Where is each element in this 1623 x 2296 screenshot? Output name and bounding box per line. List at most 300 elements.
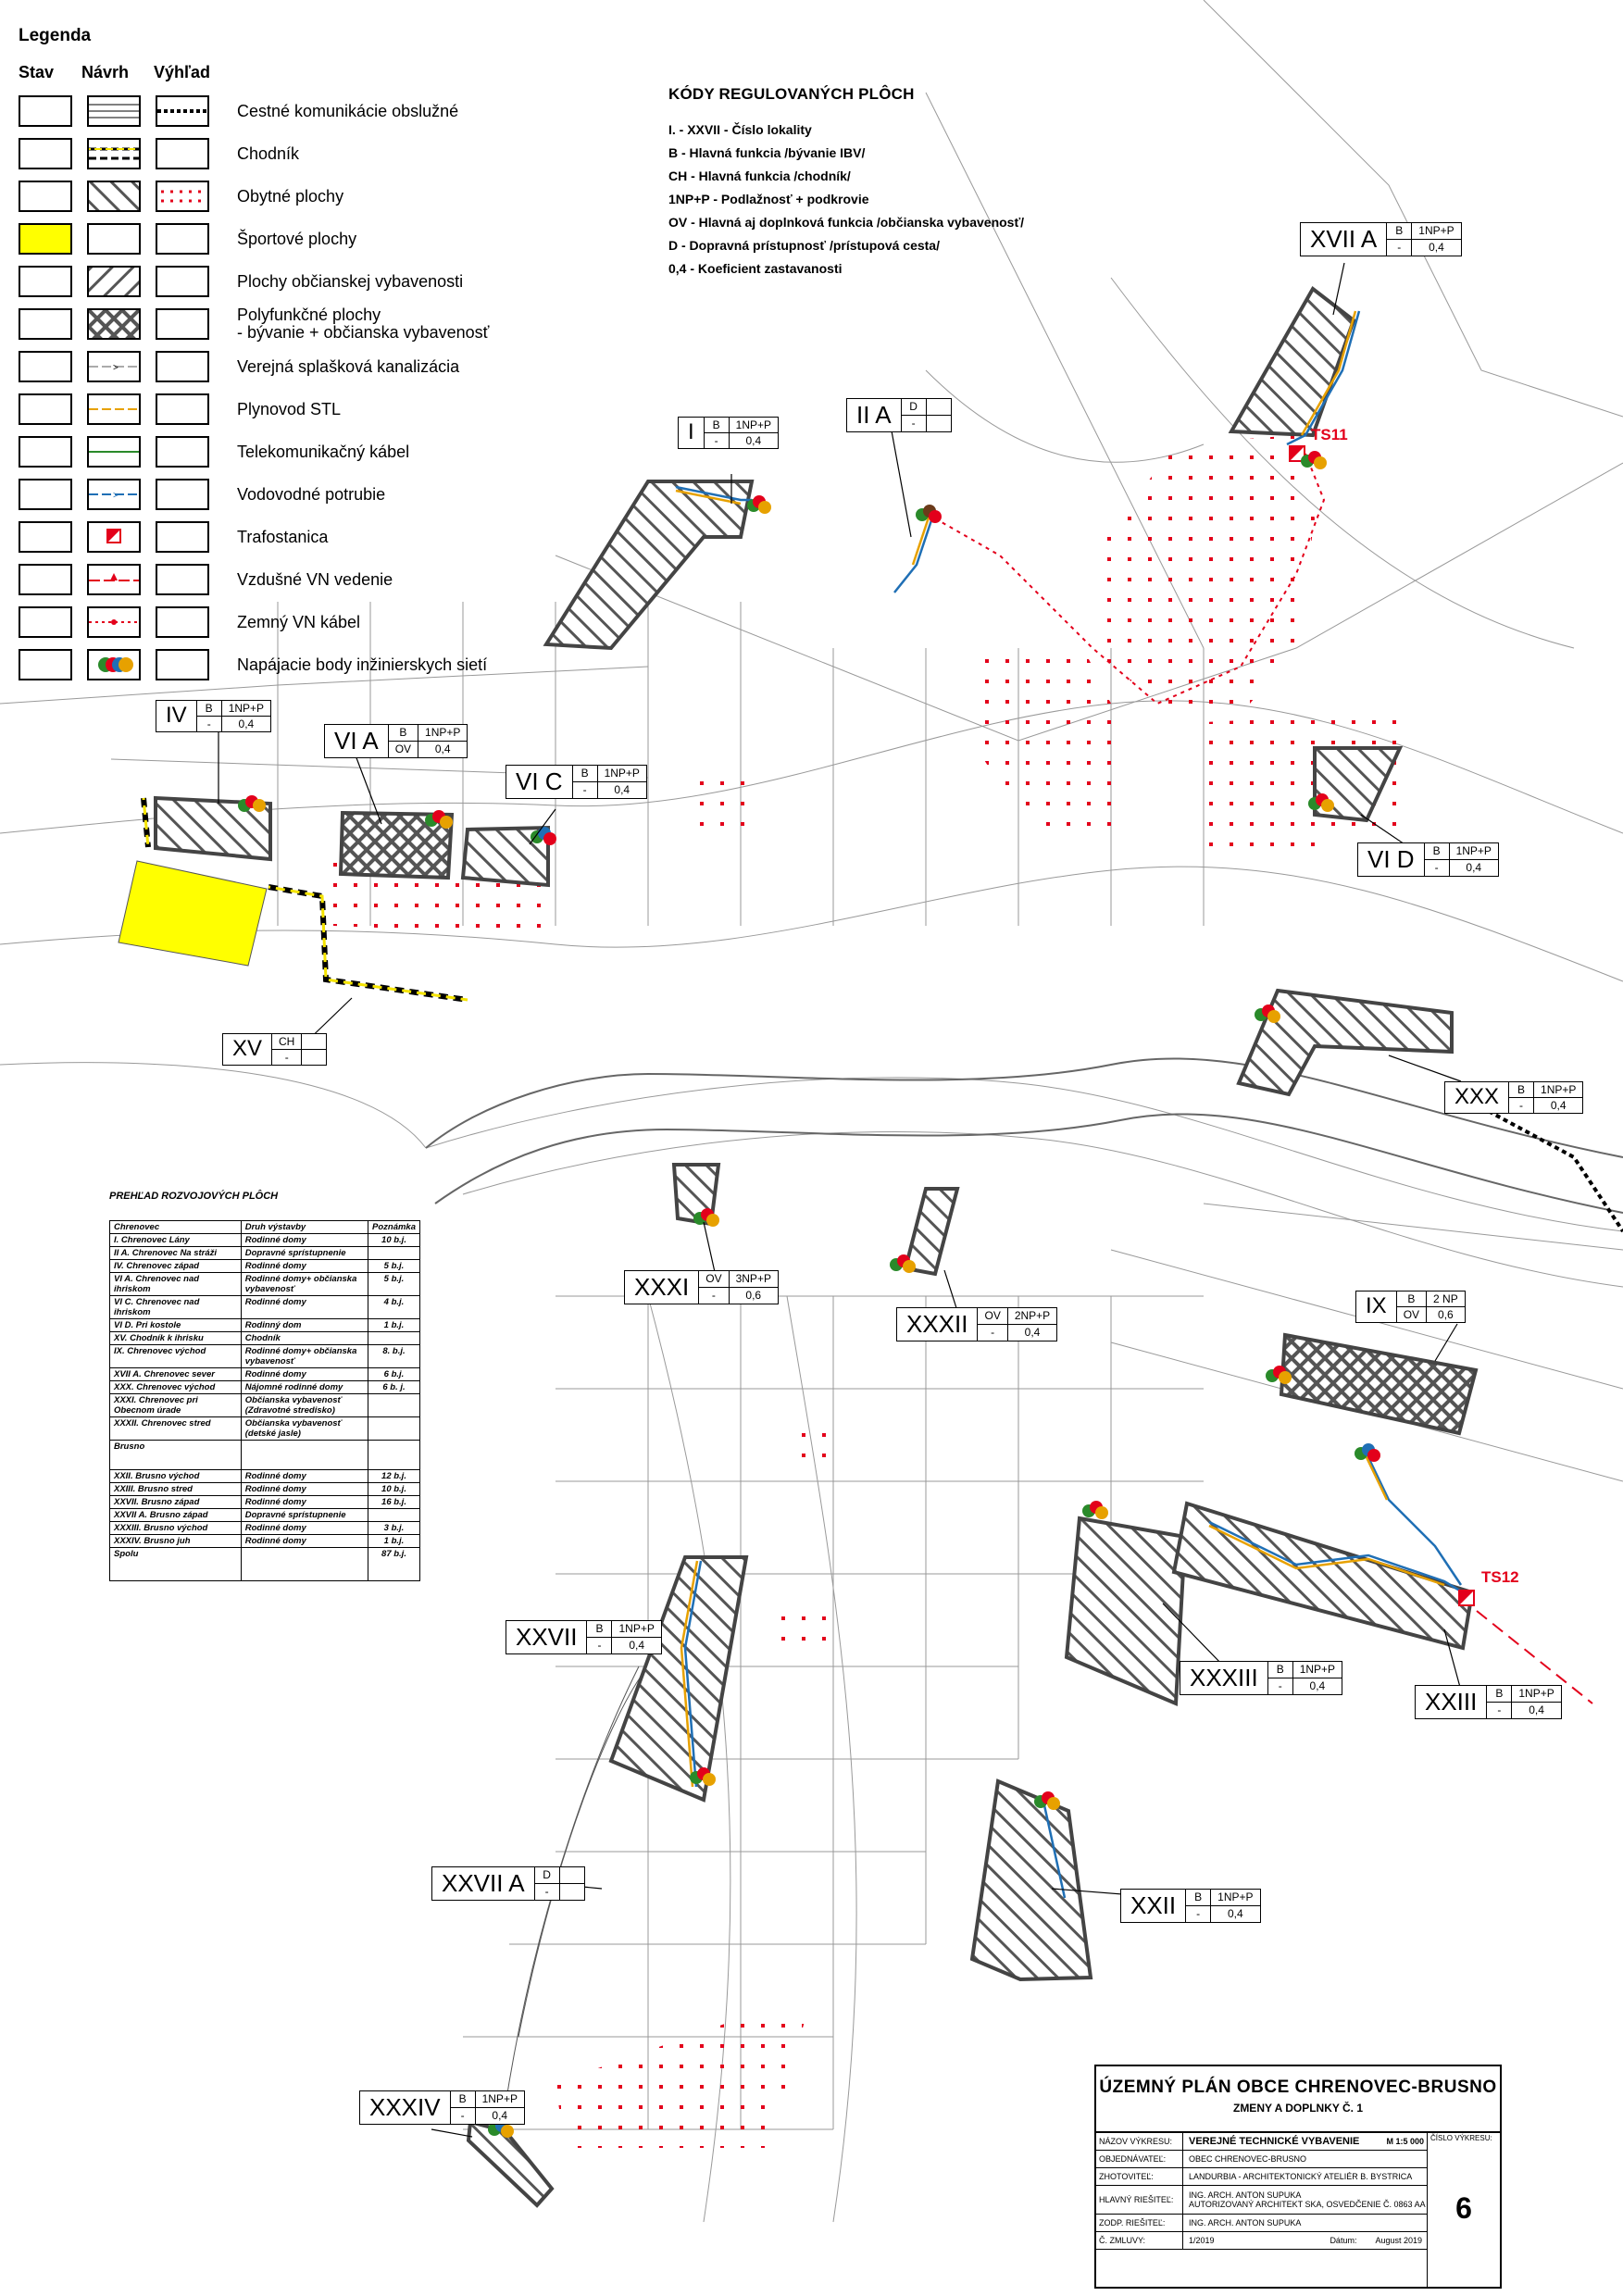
legend-box-outlook	[156, 266, 209, 297]
locality-code-cell: B	[389, 725, 418, 742]
legend-label	[237, 401, 341, 418]
locality-code-cell: 2NP+P	[1007, 1308, 1056, 1325]
locality-code-cell: 0,4	[221, 717, 270, 731]
legend-box-state	[19, 393, 72, 425]
title-block-row	[1096, 2186, 1428, 2215]
table-cell: 6 b. j.	[368, 1381, 420, 1394]
locality-code-cell	[559, 1867, 584, 1884]
overhead-hv-line	[89, 566, 139, 593]
legend-box-outlook	[156, 351, 209, 382]
table-cell: 1 b.j.	[368, 1535, 420, 1548]
locality-number: XXVII	[506, 1621, 587, 1653]
locality-code-cell: -	[1519, 1099, 1524, 1112]
table-cell: IV. Chrenovec západ	[110, 1260, 242, 1273]
legend-label	[237, 656, 487, 674]
table-cell: 12 b.j.	[368, 1470, 420, 1483]
legend-box-state	[19, 308, 72, 340]
table-cell: 3 b.j.	[368, 1522, 420, 1535]
legend-label-text: Cestné komunikácie obslužné	[237, 101, 459, 120]
locality-number: IV	[156, 701, 197, 731]
locality-number: XXXI	[625, 1271, 699, 1304]
legend-box-state	[19, 95, 72, 127]
locality-tag	[846, 398, 952, 432]
legend-box-state	[19, 649, 72, 680]
codes-panel	[668, 85, 1024, 284]
locality-code-cell: -	[1397, 241, 1402, 254]
table-row	[110, 1332, 420, 1345]
locality-code-cell: B	[1387, 223, 1411, 240]
legend-box-outlook	[156, 649, 209, 680]
table-row	[110, 1496, 420, 1509]
table-cell: 8. b.j.	[368, 1345, 420, 1368]
locality-code-cell: B	[451, 2091, 475, 2108]
svg-text:>: >	[113, 363, 119, 373]
locality-number: XXXII	[897, 1308, 978, 1341]
locality-number: XV	[223, 1034, 272, 1065]
codes-title: KÓDY REGULOVANÝCH PLÔCH	[668, 85, 915, 103]
plan-subtitle: ZMENY A DOPLNKY Č. 1	[1232, 2102, 1364, 2115]
locality-code-cell: -	[911, 417, 916, 430]
locality-code-cell: B	[1509, 1082, 1533, 1098]
table-row	[110, 1483, 420, 1496]
title-block-value-text: OBEC CHRENOVEC-BRUSNO	[1189, 2154, 1307, 2164]
locality-code-cell: B	[1268, 1662, 1292, 1678]
locality-number: XXIII	[1416, 1686, 1487, 1718]
legend-title: Legenda	[19, 26, 92, 45]
legend-box-proposal	[87, 564, 141, 595]
legend-box-proposal	[87, 479, 141, 510]
legend-box-outlook	[156, 521, 209, 553]
table-cell: Dopravné sprístupnenie	[241, 1247, 368, 1260]
table-cell: XXX. Chrenovec východ	[110, 1381, 242, 1394]
code-line: I. - XXVII - Číslo lokality	[668, 122, 812, 137]
table-cell: 10 b.j.	[368, 1483, 420, 1496]
locality-code-cell: -	[711, 1289, 716, 1302]
legend-label-text: Plochy občianskej vybavenosti	[237, 271, 464, 291]
area-ix	[1281, 1335, 1476, 1433]
table-cell: Rodinné domy+ občianska vybavenosť	[241, 1273, 368, 1296]
title-block-key: OBJEDNÁVATEĽ:	[1096, 2151, 1183, 2167]
drawing-label: NÁZOV VÝKRESU:	[1096, 2133, 1183, 2150]
locality-code-cell: -	[714, 434, 718, 447]
locality-number: IX	[1356, 1292, 1397, 1322]
locality-code-cell: 0,4	[1292, 1678, 1342, 1694]
table-cell: Rodinné domy+ občianska vybavenosť	[241, 1345, 368, 1368]
legend-label-text: Polyfunkčné plochy	[237, 306, 381, 324]
locality-code-cell: 1NP+P	[1292, 1662, 1342, 1678]
residential-hatch	[89, 182, 139, 210]
locality-tag	[1180, 1661, 1342, 1695]
area-xxxii	[905, 1189, 957, 1274]
table-cell	[368, 1332, 420, 1345]
legend-box-state	[19, 223, 72, 255]
code-line: 1NP+P - Podlažnosť + podkrovie	[668, 192, 869, 206]
table-cell: 5 b.j.	[368, 1260, 420, 1273]
legend-box-outlook	[156, 308, 209, 340]
table-row	[110, 1535, 420, 1548]
locality-tag	[1357, 842, 1499, 877]
legend-box-state	[19, 479, 72, 510]
locality-code-cell: B	[1425, 843, 1449, 860]
title-block-value-text: LANDURBIA - ARCHITEKTONICKÝ ATELIÉR B. BYSTRICA	[1189, 2172, 1413, 2181]
table-cell: XXVII A. Brusno západ	[110, 1509, 242, 1522]
legend-label	[237, 273, 463, 291]
title-block-value	[1183, 2154, 1428, 2164]
legend-label-text: Obytné plochy	[237, 186, 344, 206]
table-cell: I. Chrenovec Lány	[110, 1234, 242, 1247]
locality-code-cell: 0,4	[418, 742, 467, 757]
locality-code-cell: 0,6	[1426, 1307, 1465, 1322]
title-block-row	[1096, 2151, 1428, 2168]
legend-box-proposal	[87, 606, 141, 638]
locality-code-cell: 0,6	[729, 1288, 778, 1304]
overview-table	[109, 1220, 420, 1581]
road-symbol	[89, 97, 139, 125]
civic-hatch	[89, 268, 139, 295]
transformer-symbol	[89, 523, 139, 551]
legend-box-state	[19, 521, 72, 553]
table-cell: 87 b.j.	[368, 1548, 420, 1581]
locality-code-cell: 0,4	[1411, 240, 1460, 256]
legend-box-state	[19, 138, 72, 169]
table-cell: XXII. Brusno východ	[110, 1470, 242, 1483]
locality-tag	[431, 1866, 585, 1901]
locality-code-cell: 1NP+P	[597, 766, 646, 782]
table-row	[110, 1417, 420, 1441]
table-cell: 10 b.j.	[368, 1234, 420, 1247]
date-value: August 2019	[1375, 2236, 1422, 2245]
locality-code-cell: CH	[272, 1034, 301, 1050]
legend-label	[237, 145, 299, 163]
legend-box-state	[19, 436, 72, 468]
table-row	[110, 1345, 420, 1368]
road-planned	[1481, 1107, 1623, 1231]
title-block-value	[1183, 2172, 1428, 2181]
locality-tag	[156, 700, 271, 732]
title-block-row	[1096, 2168, 1428, 2186]
legend-box-outlook	[156, 223, 209, 255]
legend-box-proposal	[87, 436, 141, 468]
legend-box-proposal	[87, 181, 141, 212]
table-cell: Dopravné sprístupnenie	[241, 1509, 368, 1522]
table-row	[110, 1319, 420, 1332]
title-block	[1094, 2065, 1502, 2289]
legend-label	[237, 358, 459, 376]
legend-label	[237, 306, 489, 342]
locality-tag	[1300, 222, 1462, 256]
legend-row	[19, 307, 489, 341]
legend-label	[237, 443, 409, 461]
table-row	[110, 1234, 420, 1247]
legend-label-text: Napájacie body inžinierskych sietí	[237, 655, 488, 674]
legend-box-state	[19, 351, 72, 382]
table-cell: 1 b.j.	[368, 1319, 420, 1332]
legend-col-proposal: Návrh	[81, 63, 130, 81]
title-block-value-text: 1/2019	[1189, 2236, 1215, 2245]
locality-code-cell: B	[1186, 1890, 1210, 1906]
table-cell: Rodinný dom	[241, 1319, 368, 1332]
table-cell: XXXIV. Brusno juh	[110, 1535, 242, 1548]
sport-area	[119, 861, 267, 966]
locality-tag	[896, 1307, 1057, 1341]
table-cell: Občianska vybavenosť (detské jasle)	[241, 1417, 368, 1441]
legend-box-proposal	[87, 521, 141, 553]
locality-code-cell: 0,4	[1449, 860, 1498, 876]
locality-code-cell: B	[197, 701, 221, 717]
ts12-label: TS12	[1481, 1568, 1519, 1586]
table-cell: Rodinné domy	[241, 1483, 368, 1496]
legend-row	[19, 563, 393, 596]
locality-code-cell: 1NP+P	[1511, 1686, 1560, 1703]
table-cell: Spolu	[110, 1548, 242, 1581]
locality-tag	[324, 724, 468, 758]
locality-code-cell	[559, 1884, 584, 1900]
table-cell	[241, 1441, 368, 1470]
table-cell: Brusno	[110, 1441, 242, 1470]
locality-code-cell	[926, 399, 951, 416]
legend-label	[237, 231, 356, 248]
locality-code-cell: -	[544, 1885, 549, 1898]
locality-code-cell: 3NP+P	[729, 1271, 778, 1288]
legend-column-headers	[19, 63, 537, 85]
table-cell: 4 b.j.	[368, 1296, 420, 1319]
drawing-number-cell	[1427, 2131, 1500, 2287]
overview-title: PREHĽAD ROZVOJOVÝCH PLÔCH	[109, 1191, 279, 1202]
legend-row	[19, 478, 385, 511]
table-cell: XXXIII. Brusno východ	[110, 1522, 242, 1535]
legend-row	[19, 520, 328, 554]
table-cell: XXXI. Chrenovec pri Obecnom úrade	[110, 1394, 242, 1417]
locality-code-cell: D	[535, 1867, 559, 1884]
table-row	[110, 1273, 420, 1296]
table-cell: 16 b.j.	[368, 1496, 420, 1509]
table-cell: Chodník	[241, 1332, 368, 1345]
locality-number: I	[679, 418, 705, 448]
table-cell: Nájomné rodinné domy	[241, 1381, 368, 1394]
legend-label-text: Vzdušné VN vedenie	[237, 569, 393, 589]
table-cell: VI C. Chrenovec nad ihriskom	[110, 1296, 242, 1319]
table-cell: II A. Chrenovec Na stráži	[110, 1247, 242, 1260]
locality-code-cell: -	[1434, 861, 1439, 874]
legend-row	[19, 350, 459, 383]
drawing-number: 6	[1455, 2191, 1472, 2225]
locality-code-cell: 1NP+P	[1449, 843, 1498, 860]
drawing-scale: M 1:5 000	[1386, 2137, 1424, 2146]
locality-code-cell: 0,4	[1511, 1703, 1560, 1718]
locality-tag	[1444, 1081, 1583, 1114]
table-cell: Rodinné domy	[241, 1234, 368, 1247]
legend-box-proposal	[87, 266, 141, 297]
legend-box-proposal	[87, 138, 141, 169]
locality-code-cell: 1NP+P	[611, 1621, 660, 1638]
ts11-label: TS11	[1311, 426, 1348, 443]
legend-box-proposal	[87, 393, 141, 425]
legend-row	[19, 222, 356, 256]
locality-number: XXII	[1121, 1890, 1186, 1922]
legend-box-proposal	[87, 223, 141, 255]
code-line: OV - Hlavná aj doplnková funkcia /občianska vybavenosť/	[668, 215, 1025, 230]
area-i	[546, 481, 752, 648]
locality-code-cell: D	[902, 399, 926, 416]
code-line: B - Hlavná funkcia /bývanie IBV/	[668, 145, 866, 160]
legend-box-state	[19, 266, 72, 297]
drawing-number-label: ČÍSLO VÝKRESU:	[1430, 2134, 1492, 2142]
table-cell: Občianska vybavenosť (Zdravotné stredisko)	[241, 1394, 368, 1417]
legend-label-text: - bývanie + občianska vybavenosť	[237, 323, 490, 342]
legend-box-outlook	[156, 436, 209, 468]
table-cell: XVII A. Chrenovec sever	[110, 1368, 242, 1381]
legend-box-proposal	[87, 308, 141, 340]
legend-label	[237, 486, 385, 504]
overview-header: Druh výstavby	[241, 1221, 368, 1234]
table-row	[110, 1381, 420, 1394]
legend-box-proposal	[87, 649, 141, 680]
title-block-key: HLAVNÝ RIEŠITEĽ:	[1096, 2186, 1183, 2214]
legend-box-state	[19, 606, 72, 638]
locality-code-cell: -	[460, 2109, 465, 2122]
table-cell: XXVII. Brusno západ	[110, 1496, 242, 1509]
locality-code-cell	[301, 1050, 326, 1065]
table-cell: 5 b.j.	[368, 1273, 420, 1296]
underground-hv-cable	[89, 608, 139, 636]
table-cell	[368, 1441, 420, 1470]
legend-row	[19, 435, 409, 468]
code-line: CH - Hlavná funkcia /chodník/	[668, 168, 851, 183]
legend-box-outlook	[156, 95, 209, 127]
table-row	[110, 1470, 420, 1483]
locality-code-cell: 1NP+P	[1411, 223, 1460, 240]
overview-header: Poznámka	[368, 1221, 420, 1234]
legend-box-outlook	[156, 138, 209, 169]
title-block-value-text: AUTORIZOVANÝ ARCHITEKT SKA, OSVEDČENIE Č. 0863 AA	[1189, 2200, 1426, 2209]
locality-code-cell: B	[705, 418, 729, 433]
locality-tag	[1415, 1685, 1562, 1719]
legend-col-outlook: Výhľad	[154, 63, 210, 81]
locality-code-cell: -	[1196, 1907, 1201, 1920]
table-cell: XXIII. Brusno stred	[110, 1483, 242, 1496]
legend-row	[19, 393, 341, 426]
legend-box-outlook	[156, 393, 209, 425]
table-cell: Rodinné domy	[241, 1535, 368, 1548]
locality-code-cell: OV	[1403, 1308, 1420, 1321]
locality-code-cell: 1NP+P	[221, 701, 270, 717]
telecom-line	[89, 438, 139, 466]
table-cell: Rodinné domy	[241, 1496, 368, 1509]
locality-code-cell: -	[1278, 1679, 1282, 1692]
table-cell: VI D. Pri kostole	[110, 1319, 242, 1332]
title-block-row	[1096, 2215, 1428, 2232]
table-row	[110, 1522, 420, 1535]
locality-tag	[678, 417, 779, 449]
locality-number: VI D	[1358, 843, 1425, 876]
legend	[19, 26, 537, 674]
table-cell	[368, 1247, 420, 1260]
locality-number: II A	[847, 399, 902, 431]
legend-row	[19, 605, 360, 639]
locality-code-cell: B	[573, 766, 597, 782]
table-row	[110, 1509, 420, 1522]
locality-tag	[1120, 1889, 1261, 1923]
locality-code-cell: 1NP+P	[1533, 1082, 1582, 1098]
locality-code-cell: 1NP+P	[418, 725, 467, 742]
locality-number: XXVII A	[432, 1867, 535, 1900]
legend-box-state	[19, 181, 72, 212]
table-row	[110, 1441, 420, 1470]
locality-number: VI C	[506, 766, 573, 798]
locality-code-cell: B	[1397, 1292, 1426, 1307]
table-cell: XV. Chodník k ihrisku	[110, 1332, 242, 1345]
legend-box-outlook	[156, 606, 209, 638]
table-row	[110, 1548, 420, 1581]
title-block-value	[1183, 2218, 1428, 2227]
table-cell	[368, 1509, 420, 1522]
legend-box-proposal	[87, 351, 141, 382]
legend-row	[19, 648, 487, 681]
locality-code-cell	[301, 1034, 326, 1050]
table-cell	[368, 1417, 420, 1441]
svg-text:>: >	[113, 491, 119, 501]
locality-code-cell: -	[991, 1326, 995, 1339]
legend-row	[19, 94, 458, 128]
title-block-value-text: ING. ARCH. ANTON SUPUKA	[1189, 2190, 1302, 2200]
title-block-value	[1183, 2236, 1330, 2245]
sewer-line	[89, 353, 139, 381]
title-block-key: ZODP. RIEŠITEĽ:	[1096, 2215, 1183, 2231]
locality-code-cell: OV	[699, 1271, 728, 1288]
locality-code-cell: -	[206, 718, 211, 730]
legend-label-text: Telekomunikačný kábel	[237, 442, 410, 461]
legend-box-state	[19, 564, 72, 595]
legend-label	[237, 614, 360, 631]
legend-label	[237, 103, 458, 120]
title-block-key: ZHOTOVITEĽ:	[1096, 2168, 1183, 2185]
locality-code-cell: B	[1487, 1686, 1511, 1703]
legend-box-outlook	[156, 479, 209, 510]
locality-number: XXX	[1445, 1082, 1509, 1113]
locality-code-cell: 0,4	[611, 1638, 660, 1653]
table-row	[110, 1247, 420, 1260]
legend-box-outlook	[156, 564, 209, 595]
table-row	[110, 1296, 420, 1319]
plan-title: ÚZEMNÝ PLÁN OBCE CHRENOVEC-BRUSNO	[1099, 2078, 1497, 2097]
code-line: 0,4 - Koeficient zastavanosti	[668, 261, 843, 276]
locality-code-cell: 1NP+P	[729, 418, 778, 433]
table-cell	[241, 1548, 368, 1581]
locality-code-cell: -	[1497, 1703, 1502, 1716]
code-line: D - Dopravná prístupnosť /prístupová cesta/	[668, 238, 940, 253]
table-cell: Rodinné domy	[241, 1260, 368, 1273]
locality-code-cell: 0,4	[475, 2108, 524, 2124]
locality-number: XXXIII	[1180, 1662, 1268, 1694]
locality-tag	[506, 1620, 662, 1654]
overview-table-panel	[109, 1191, 420, 1581]
table-cell	[368, 1394, 420, 1417]
table-cell: IX. Chrenovec východ	[110, 1345, 242, 1368]
locality-code-cell: 0,4	[1007, 1325, 1056, 1341]
legend-label	[237, 571, 393, 589]
locality-number: XVII A	[1301, 223, 1387, 256]
legend-box-proposal	[87, 95, 141, 127]
locality-number: VI A	[325, 725, 389, 757]
legend-row	[19, 180, 343, 213]
legend-label-text: Chodník	[237, 144, 300, 163]
locality-code-cell: 0,4	[1533, 1098, 1582, 1113]
locality-code-cell: -	[597, 1639, 602, 1652]
table-cell: XXXII. Chrenovec stred	[110, 1417, 242, 1441]
table-row	[110, 1368, 420, 1381]
legend-box-outlook	[156, 181, 209, 212]
locality-tag	[359, 2090, 525, 2125]
